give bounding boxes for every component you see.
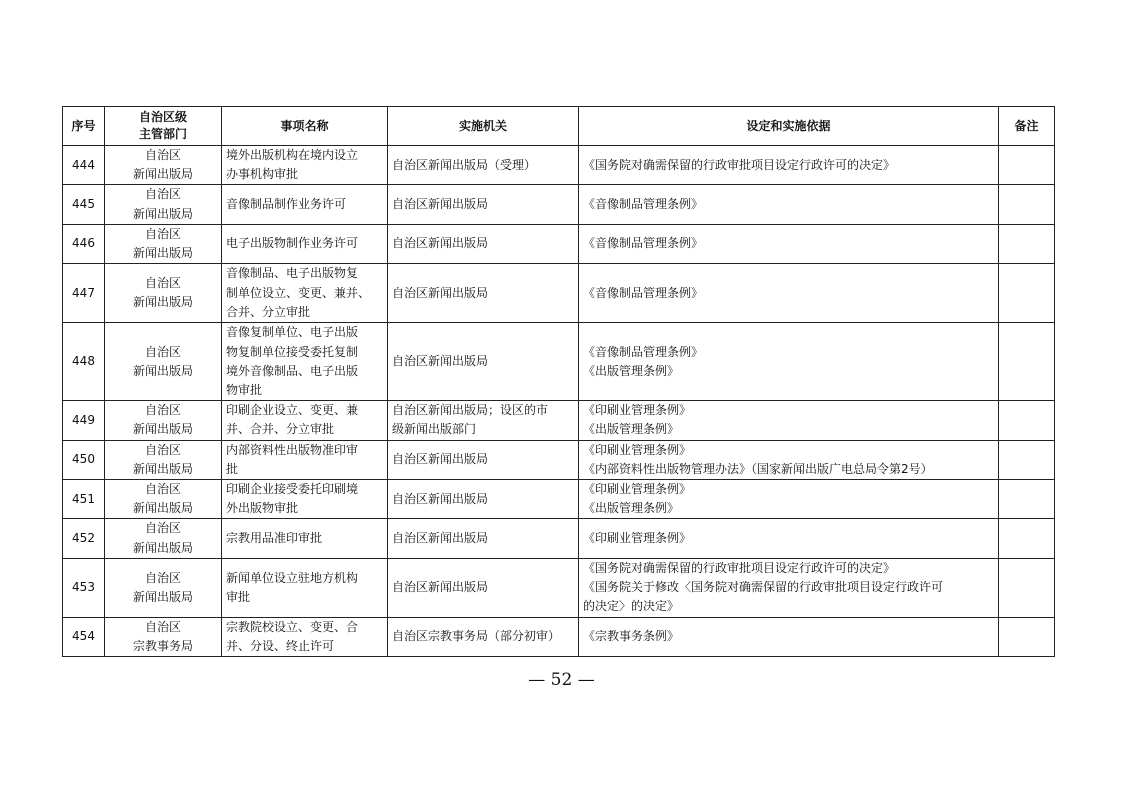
row-basis: 《印刷业管理条例》 《出版管理条例》 bbox=[579, 480, 999, 519]
row-item: 宗教用品准印审批 bbox=[222, 519, 388, 558]
row-note bbox=[999, 264, 1055, 323]
row-note bbox=[999, 185, 1055, 224]
row-note bbox=[999, 558, 1055, 617]
row-dept: 自治区 新闻出版局 bbox=[105, 519, 222, 558]
row-no: 444 bbox=[63, 146, 105, 185]
row-basis: 《音像制品管理条例》 bbox=[579, 264, 999, 323]
row-no: 447 bbox=[63, 264, 105, 323]
row-no: 449 bbox=[63, 401, 105, 440]
row-no: 446 bbox=[63, 224, 105, 263]
row-note bbox=[999, 224, 1055, 263]
row-item: 内部资料性出版物准印审 批 bbox=[222, 440, 388, 479]
row-basis: 《印刷业管理条例》 《出版管理条例》 bbox=[579, 401, 999, 440]
row-no: 454 bbox=[63, 617, 105, 656]
row-item: 音像复制单位、电子出版 物复制单位接受委托复制 境外音像制品、电子出版 物审批 bbox=[222, 323, 388, 401]
table-row bbox=[63, 401, 1055, 440]
row-no: 451 bbox=[63, 480, 105, 519]
row-item: 印刷企业设立、变更、兼 并、合并、分立审批 bbox=[222, 401, 388, 440]
row-item: 电子出版物制作业务许可 bbox=[222, 224, 388, 263]
row-no: 448 bbox=[63, 323, 105, 401]
row-no: 452 bbox=[63, 519, 105, 558]
row-dept: 自治区 新闻出版局 bbox=[105, 264, 222, 323]
row-item: 新闻单位设立驻地方机构 审批 bbox=[222, 558, 388, 617]
row-no: 445 bbox=[63, 185, 105, 224]
row-no: 453 bbox=[63, 558, 105, 617]
row-dept: 自治区 新闻出版局 bbox=[105, 185, 222, 224]
row-agency: 自治区新闻出版局 bbox=[388, 440, 579, 479]
table-row bbox=[63, 185, 1055, 224]
row-agency: 自治区新闻出版局 bbox=[388, 224, 579, 263]
table-row bbox=[63, 323, 1055, 401]
header-basis: 设定和实施依据 bbox=[579, 107, 999, 146]
row-item: 印刷企业接受委托印刷境 外出版物审批 bbox=[222, 480, 388, 519]
row-basis: 《音像制品管理条例》 《出版管理条例》 bbox=[579, 323, 999, 401]
row-dept: 自治区 新闻出版局 bbox=[105, 440, 222, 479]
table-row bbox=[63, 146, 1055, 185]
row-dept: 自治区 新闻出版局 bbox=[105, 558, 222, 617]
row-note bbox=[999, 480, 1055, 519]
row-agency: 自治区新闻出版局 bbox=[388, 480, 579, 519]
row-agency: 自治区新闻出版局；设区的市 级新闻出版部门 bbox=[388, 401, 579, 440]
header-agency: 实施机关 bbox=[388, 107, 579, 146]
table-row bbox=[63, 440, 1055, 479]
table-header-row bbox=[63, 107, 1055, 146]
row-note bbox=[999, 440, 1055, 479]
row-agency: 自治区新闻出版局 bbox=[388, 519, 579, 558]
table-row bbox=[63, 558, 1055, 617]
header-dept: 自治区级 主管部门 bbox=[105, 107, 222, 146]
row-dept: 自治区 新闻出版局 bbox=[105, 401, 222, 440]
row-basis: 《宗教事务条例》 bbox=[579, 617, 999, 656]
row-dept: 自治区 新闻出版局 bbox=[105, 224, 222, 263]
row-note bbox=[999, 323, 1055, 401]
row-basis: 《印刷业管理条例》 bbox=[579, 519, 999, 558]
row-dept: 自治区 新闻出版局 bbox=[105, 323, 222, 401]
row-agency: 自治区新闻出版局 bbox=[388, 323, 579, 401]
row-item: 音像制品、电子出版物复 制单位设立、变更、兼并、 合并、分立审批 bbox=[222, 264, 388, 323]
row-item: 境外出版机构在境内设立 办事机构审批 bbox=[222, 146, 388, 185]
row-agency: 自治区新闻出版局（受理） bbox=[388, 146, 579, 185]
row-note bbox=[999, 146, 1055, 185]
row-note bbox=[999, 401, 1055, 440]
approval-items-table bbox=[62, 106, 1055, 657]
header-item: 事项名称 bbox=[222, 107, 388, 146]
header-note: 备注 bbox=[999, 107, 1055, 146]
row-agency: 自治区新闻出版局 bbox=[388, 264, 579, 323]
table-row bbox=[63, 264, 1055, 323]
row-basis: 《国务院对确需保留的行政审批项目设定行政许可的决定》 《国务院关于修改〈国务院对确需保留的行政审批项目设定行政许可 的决定〉的决定》 bbox=[579, 558, 999, 617]
row-dept: 自治区 宗教事务局 bbox=[105, 617, 222, 656]
table-row bbox=[63, 519, 1055, 558]
row-basis: 《音像制品管理条例》 bbox=[579, 224, 999, 263]
table-row bbox=[63, 480, 1055, 519]
row-no: 450 bbox=[63, 440, 105, 479]
row-agency: 自治区新闻出版局 bbox=[388, 185, 579, 224]
table-row bbox=[63, 617, 1055, 656]
row-basis: 《音像制品管理条例》 bbox=[579, 185, 999, 224]
row-basis: 《印刷业管理条例》 《内部资料性出版物管理办法》（国家新闻出版广电总局令第2号） bbox=[579, 440, 999, 479]
table-row bbox=[63, 224, 1055, 263]
row-agency: 自治区宗教事务局（部分初审） bbox=[388, 617, 579, 656]
row-dept: 自治区 新闻出版局 bbox=[105, 480, 222, 519]
row-dept: 自治区 新闻出版局 bbox=[105, 146, 222, 185]
row-item: 宗教院校设立、变更、合 并、分设、终止许可 bbox=[222, 617, 388, 656]
row-basis: 《国务院对确需保留的行政审批项目设定行政许可的决定》 bbox=[579, 146, 999, 185]
row-note bbox=[999, 617, 1055, 656]
page-number: — 52 — bbox=[528, 670, 595, 690]
header-no: 序号 bbox=[63, 107, 105, 146]
row-note bbox=[999, 519, 1055, 558]
row-agency: 自治区新闻出版局 bbox=[388, 558, 579, 617]
row-item: 音像制品制作业务许可 bbox=[222, 185, 388, 224]
